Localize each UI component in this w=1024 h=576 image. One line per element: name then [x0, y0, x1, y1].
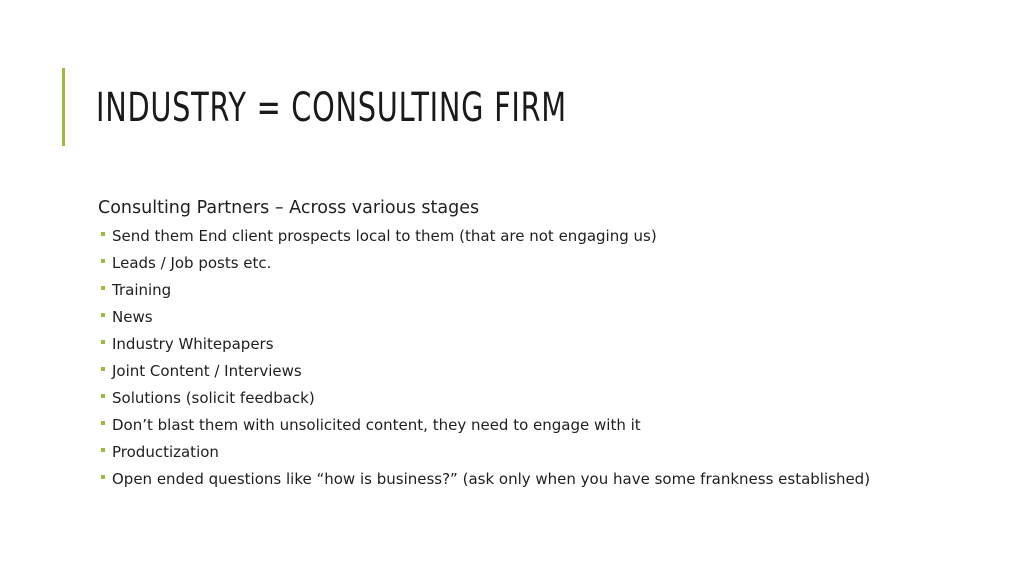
list-item [98, 331, 978, 358]
title-accent-bar [62, 68, 65, 146]
list-item-text: Productization [112, 443, 219, 461]
square-bullet-icon [101, 394, 105, 398]
list-item-text: Send them End client prospects local to them (that are not engaging us) [112, 227, 657, 245]
list-item [98, 439, 978, 466]
list-item [98, 412, 978, 439]
list-item [98, 304, 978, 331]
square-bullet-icon [101, 340, 105, 344]
list-item-text: Don’t blast them with unsolicited content, they need to engage with it [112, 416, 641, 434]
bullet-list [98, 223, 978, 493]
list-item [98, 358, 978, 385]
square-bullet-icon [101, 421, 105, 425]
list-item-text: Solutions (solicit feedback) [112, 389, 315, 407]
list-item-text: Industry Whitepapers [112, 335, 274, 353]
square-bullet-icon [101, 367, 105, 371]
list-item [98, 250, 978, 277]
square-bullet-icon [101, 313, 105, 317]
list-item-text: Open ended questions like “how is business?” (ask only when you have some frankness established) [112, 470, 871, 488]
list-item [98, 223, 978, 250]
list-item [98, 385, 978, 412]
list-item [98, 277, 978, 304]
square-bullet-icon [101, 259, 105, 263]
slide-body [98, 196, 978, 493]
square-bullet-icon [101, 286, 105, 290]
list-item-text: Training [112, 281, 172, 299]
list-item-text: Leads / Job posts etc. [112, 254, 272, 272]
square-bullet-icon [101, 475, 105, 479]
list-item [98, 466, 978, 493]
list-item-text: News [112, 308, 153, 326]
square-bullet-icon [101, 448, 105, 452]
lead-text: Consulting Partners – Across various stages [98, 198, 480, 218]
list-item-text: Joint Content / Interviews [112, 362, 302, 380]
square-bullet-icon [101, 232, 105, 236]
slide-title: INDUSTRY = CONSULTING FIRM [96, 85, 567, 131]
